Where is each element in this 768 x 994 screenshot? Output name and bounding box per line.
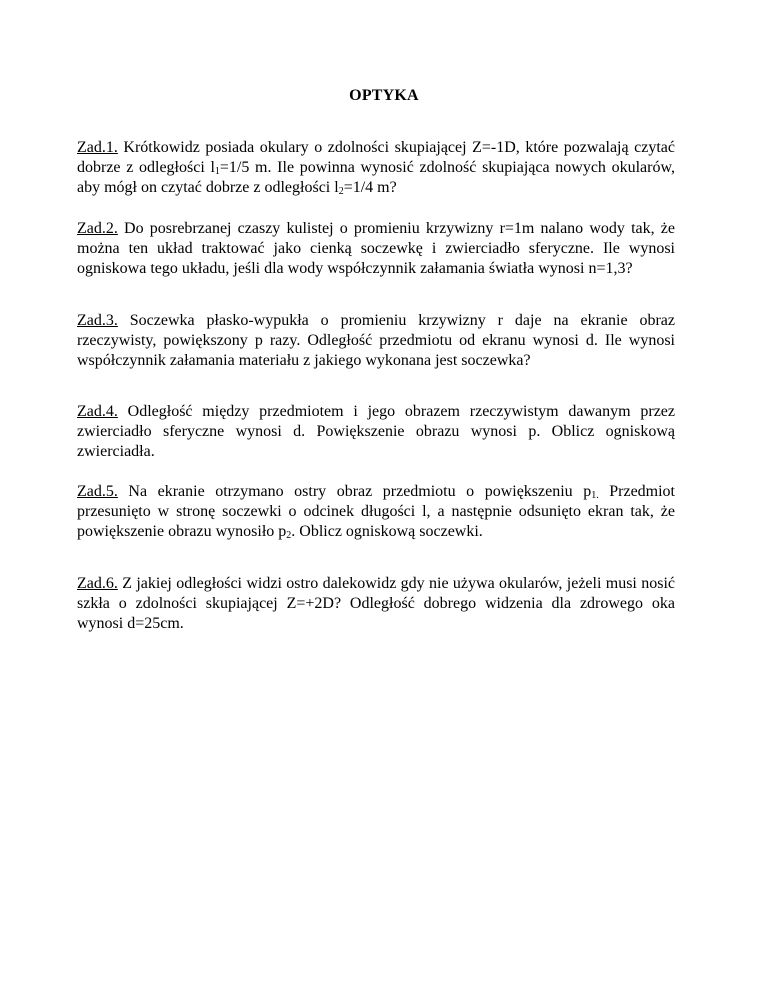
task-1-subscript-2: 2 — [338, 186, 344, 197]
task-1-text-part-2: =1/5 m. Ile powinna wynosić zdolność skupiająca nowych okularów, aby mógł on czytać dobrze z odległości l — [77, 159, 675, 196]
task-1 — [77, 138, 675, 198]
task-4-text: Odległość między przedmiotem i jego obrazem rzeczywistym dawanym przez zwierciadło sferyczne wynosi d. Powiększenie obrazu wynosi p. Oblicz ogniskową zwierciadła. — [77, 403, 675, 460]
task-1-subscript-1: 1 — [214, 166, 220, 177]
task-5-text-part-1: Na ekranie otrzymano ostry obraz przedmiotu o powiększeniu p — [117, 483, 592, 500]
task-5-text-part-2: Przedmiot przesunięto w stronę soczewki o odcinek długości l, a następnie odsunięto ekran tak, że powiększenie obrazu wynosiło p — [77, 483, 676, 540]
task-2 — [77, 219, 675, 279]
task-1-text-part-3: =1/4 m? — [343, 179, 397, 196]
task-3 — [77, 311, 675, 371]
page-title: OPTYKA — [349, 87, 419, 104]
task-5-subscript-1: 1. — [591, 490, 599, 501]
task-5-label: Zad.5. — [77, 483, 118, 500]
task-2-text: Do posrebrzanej czaszy kulistej o promieniu krzywizny r=1m nalano wody tak, że można ten układ traktować jako cienką soczewkę i zwierciadło sferyczne. Ile wynosi ogniskowa tego układu, jeśli dla wody współczynnik załamania światła wynosi n=1,3? — [77, 220, 675, 277]
task-5 — [77, 482, 675, 542]
task-2-label: Zad.2. — [77, 220, 118, 237]
task-1-text-part-1: Krótkowidz posiada okulary o zdolności skupiającej Z=-1D, które pozwalają czytać dobrze z odległości l — [77, 139, 675, 176]
task-1-label: Zad.1. — [77, 139, 118, 156]
task-6-text: Z jakiej odległości widzi ostro dalekowidz gdy nie używa okularów, jeżeli musi nosić szkła o zdolności skupiającej Z=+2D? Odległość dobrego widzenia dla zdrowego oka wynosi d=25cm. — [77, 575, 675, 632]
task-5-subscript-2: 2 — [286, 530, 292, 541]
task-3-label: Zad.3. — [77, 312, 118, 329]
task-5-text-part-3: . Oblicz ogniskową soczewki. — [291, 523, 483, 540]
task-6 — [77, 574, 675, 634]
task-6-label: Zad.6. — [77, 575, 118, 592]
task-4-label: Zad.4. — [77, 403, 118, 420]
task-3-text: Soczewka płasko-wypukła o promieniu krzywizny r daje na ekranie obraz rzeczywisty, powiększony p razy. Odległość przedmiotu od ekranu wynosi d. Ile wynosi współczynnik załamania materiału z jakiego wykonana jest soczewka? — [77, 312, 675, 369]
task-4 — [77, 402, 675, 462]
